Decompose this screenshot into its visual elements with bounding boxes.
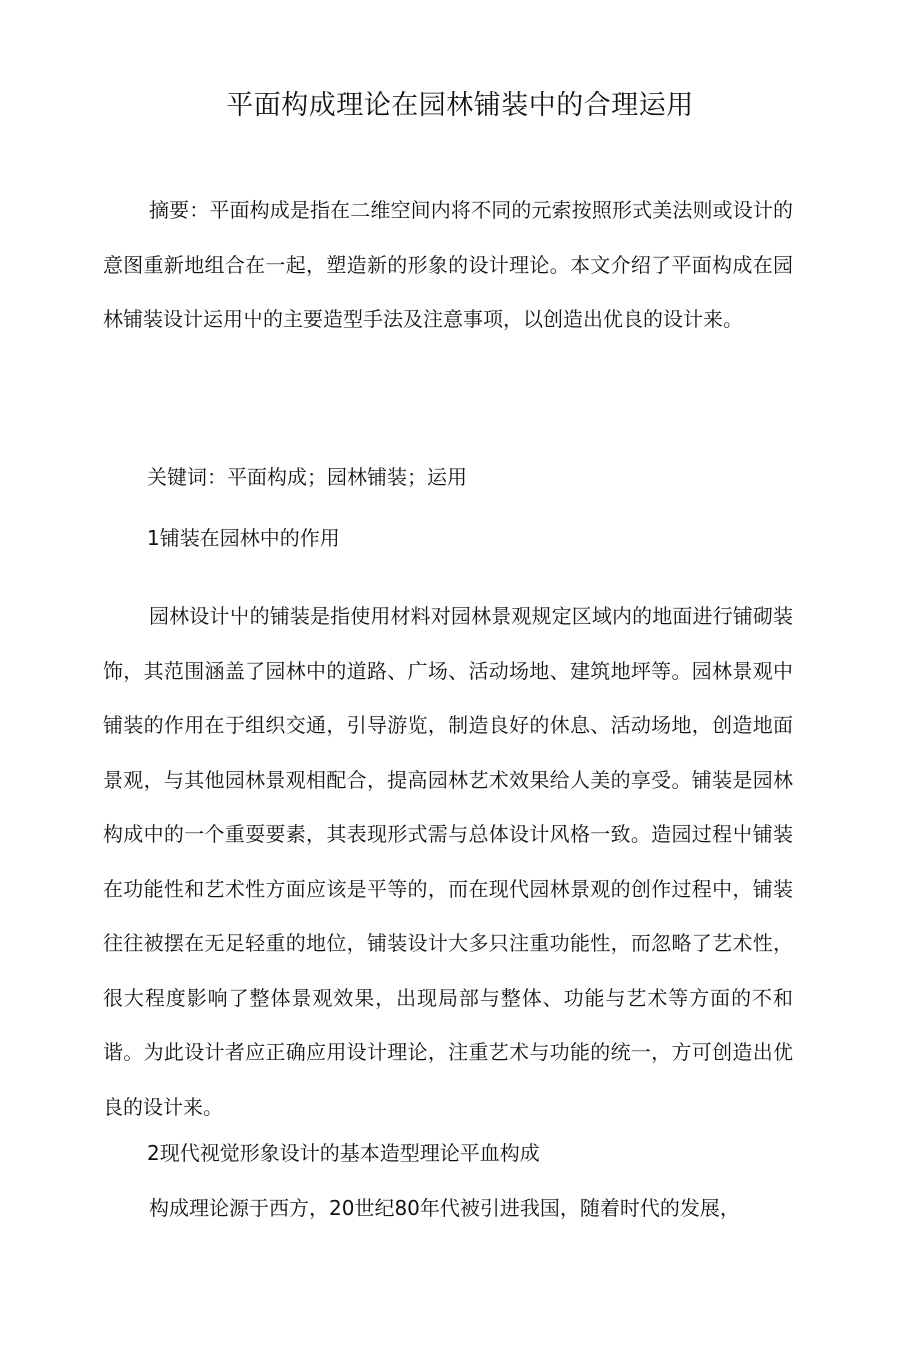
section-2-paragraph: 构成理论源于西方，20世纪80年代被引进我国，随着时代的发展， [149,1196,740,1220]
section-1-heading: 1铺装在园林中的作用 [147,526,340,550]
keywords-line: 关键词：平面构成；园林铺装；运用 [147,465,467,489]
document-title: 平面构成理论在园林铺装中的合理运用 [226,90,694,121]
section-2-heading: 2现代视觉形象设计的基本造型理论平血构成 [147,1141,540,1165]
abstract-paragraph: 摘要：平面构成是指在二维空间内将不同的元索按照形式美法则或设计的意图重新地组合在一起，塑造新的形象的设计理论。本文介绍了平面构成在园林铺装设计运用屮的主要造型手法及注意事项，以创造出优良的设计来。 [103,198,793,331]
section-1-paragraph: 园林设计屮的铺装是指使用材料对园林景观规定区域内的地面进行铺砌装饰，其范围涵盖了园林中的道路、广场、活动场地、建筑地坪等。园林景观中铺装的作用在于组织交通，引导游览，制造良好的休息、活动场地，创造地面景观，与其他园林景观相配合，提高园林艺术效果给人美的享受。铺装是园林构成中的一个重耍要素，其表现形式需与总体设计风格一致。造园过程屮铺装在功能性和艺术性方面应该是平等的，而在现代园林景观的创作过程中，铺装往往被摆在无足轻重的地位，铺装设计大多只注重功能性，而忽略了艺术性，很大程度影响了整体景观效果，出现局部与整体、功能与艺术等方面的不和谐。为此设计者应正确应用设计理论，注重艺术与功能的统一，方可创造出优良的设计来。 [103,604,793,1119]
